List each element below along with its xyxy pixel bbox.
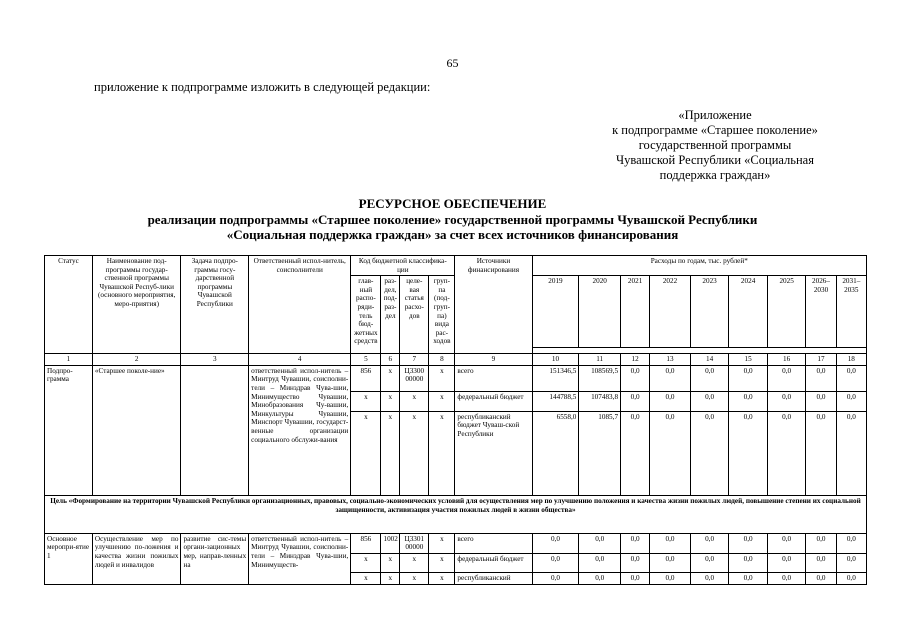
expense-value: 0,0 [767, 553, 806, 572]
appendix-line: государственной программы [638, 138, 792, 152]
header-responsible: Ответственный испол-нитель, соисполнители [249, 256, 351, 354]
expense-value: 0,0 [836, 411, 866, 495]
expense-value: 151346,5 [532, 365, 579, 391]
table-row [45, 533, 867, 553]
expense-value: 0,0 [806, 365, 836, 391]
funding-source: всего [455, 533, 532, 553]
header-year: 2031–2035 [836, 276, 866, 348]
page-number: 65 [446, 56, 459, 70]
column-number: 3 [181, 354, 249, 366]
column-number: 10 [532, 354, 579, 366]
expense-value: 0,0 [690, 411, 729, 495]
header-year: 2026–2030 [806, 276, 836, 348]
expense-value: 0,0 [579, 553, 621, 572]
expense-value: 0,0 [836, 533, 866, 553]
code-target: х [400, 572, 429, 584]
goal-row [45, 495, 867, 533]
header-code-target: целе-вая статья расхо-дов [400, 276, 429, 354]
title-line: «Социальная поддержка граждан» за счет всех источников финансирования [226, 227, 679, 242]
title-line: РЕСУРСНОЕ ОБЕСПЕЧЕНИЕ [358, 196, 547, 211]
expense-value: 0,0 [621, 553, 650, 572]
expense-value: 0,0 [690, 553, 729, 572]
event-status: Основное меропри-ятие 1 [45, 533, 93, 584]
expense-value: 0,0 [579, 533, 621, 553]
code-target: х [400, 411, 429, 495]
expense-value: 0,0 [806, 411, 836, 495]
expense-value: 0,0 [836, 553, 866, 572]
column-number: 2 [92, 354, 181, 366]
expense-value: 0,0 [621, 533, 650, 553]
column-number: 6 [381, 354, 400, 366]
document-title [0, 196, 905, 243]
expense-value: 0,0 [806, 553, 836, 572]
code-main: х [351, 572, 381, 584]
funding-source: республиканский [455, 572, 532, 584]
expense-value: 0,0 [650, 391, 691, 411]
code-target: Ц3301 00000 [400, 533, 429, 553]
code-main: х [351, 391, 381, 411]
expense-value: 0,0 [729, 365, 768, 391]
title-line: реализации подпрограммы «Старшее поколение» государственной программы Чувашской Республики [147, 211, 758, 227]
header-budget-code: Код бюджетной классифика-ции [351, 256, 455, 276]
subprogram-responsible: ответственный испол-нитель – Минтруд Чувашии, соисполни-тели – Минздрав Чува-шии, Минимущество Чувашии, Минобразования Чу-вашии, Минкультуры Чувашии, Минспорт Чувашии, государст-венные организации социального обслужи-вания [249, 365, 351, 495]
expense-value: 0,0 [729, 411, 768, 495]
code-target: Ц3300 00000 [400, 365, 429, 391]
subprogram-status: Подпро-грамма [45, 365, 93, 495]
expense-value: 0,0 [650, 365, 691, 391]
appendix-line: Чувашской Республики «Социальная [616, 153, 814, 167]
funding-source: федеральный бюджет [455, 391, 532, 411]
expense-value: 0,0 [532, 533, 579, 553]
column-number: 16 [767, 354, 806, 366]
expense-value: 0,0 [729, 391, 768, 411]
header-row-1 [45, 256, 867, 276]
column-number: 14 [690, 354, 729, 366]
expense-value: 0,0 [621, 411, 650, 495]
appendix-line: к подпрограмме «Старшее поколение» [612, 123, 818, 137]
expense-value: 0,0 [650, 533, 691, 553]
expense-value: 0,0 [767, 391, 806, 411]
header-year: 2021 [621, 276, 650, 348]
expense-value: 0,0 [532, 553, 579, 572]
code-main: 856 [351, 365, 381, 391]
code-section: х [381, 411, 400, 495]
column-number: 4 [249, 354, 351, 366]
header-year: 2020 [579, 276, 621, 348]
expense-value: 0,0 [729, 572, 768, 584]
code-group: х [429, 391, 455, 411]
expense-value: 0,0 [806, 533, 836, 553]
code-main: х [351, 411, 381, 495]
code-target: х [400, 391, 429, 411]
expense-value: 0,0 [836, 391, 866, 411]
column-number-row [45, 354, 867, 366]
column-number: 5 [351, 354, 381, 366]
appendix-heading [560, 108, 870, 183]
code-section: х [381, 391, 400, 411]
column-number: 13 [650, 354, 691, 366]
header-code-section: раз-дел, под-раз-дел [381, 276, 400, 354]
column-number: 7 [400, 354, 429, 366]
expense-value: 0,0 [729, 533, 768, 553]
funding-source: федеральный бюджет [455, 553, 532, 572]
header-code-group: груп-па (под-груп-па) вида рас-ходов [429, 276, 455, 354]
expense-value: 6558,0 [532, 411, 579, 495]
appendix-line: «Приложение [678, 108, 752, 122]
funding-source: республиканский бюджет Чуваш-ской Республики [455, 411, 532, 495]
header-code-main: глав-ный распо-ряди-тель бюд-жетных средств [351, 276, 381, 354]
header-year: 2019 [532, 276, 579, 348]
column-number: 1 [45, 354, 93, 366]
header-status: Статус [45, 256, 93, 354]
header-task: Задача подпро-граммы госу-дарственной программы Чувашской Республики [181, 256, 249, 354]
code-group: х [429, 533, 455, 553]
expense-value: 0,0 [806, 572, 836, 584]
expense-value: 0,0 [650, 553, 691, 572]
subprogram-task [181, 365, 249, 495]
header-name: Наименование под-программы государ-ственной программы Чувашской Респуб-лики (основного мероприятия, меро-приятия) [92, 256, 181, 354]
code-group: х [429, 572, 455, 584]
event-responsible: ответственный испол-нитель – Минтруд Чувашии, соисполни-тели – Минздрав Чува-шии, Минимуществ- [249, 533, 351, 584]
code-group: х [429, 365, 455, 391]
resource-table [44, 255, 867, 585]
column-number: 8 [429, 354, 455, 366]
code-main: х [351, 553, 381, 572]
expense-value: 0,0 [621, 391, 650, 411]
expense-value: 0,0 [532, 572, 579, 584]
code-group: х [429, 411, 455, 495]
expense-value: 0,0 [690, 365, 729, 391]
code-target: х [400, 553, 429, 572]
code-main: 856 [351, 533, 381, 553]
expense-value: 0,0 [621, 572, 650, 584]
header-expenses: Расходы по годам, тыс. рублей* [532, 256, 867, 276]
code-section: х [381, 572, 400, 584]
expense-value: 1085,7 [579, 411, 621, 495]
column-number: 9 [455, 354, 532, 366]
code-section: х [381, 553, 400, 572]
expense-value: 0,0 [690, 391, 729, 411]
expense-value: 0,0 [836, 572, 866, 584]
column-number: 11 [579, 354, 621, 366]
expense-value: 0,0 [806, 391, 836, 411]
expense-value: 0,0 [767, 411, 806, 495]
event-name: Осуществление мер по улучшению по-ложения и качества жизни пожилых людей и инвалидов [92, 533, 181, 584]
header-source: Источники финансирования [455, 256, 532, 354]
header-year: 2025 [767, 276, 806, 348]
header-year: 2024 [729, 276, 768, 348]
column-number: 15 [729, 354, 768, 366]
intro-text: приложение к подпрограмме изложить в следующей редакции: [94, 80, 431, 94]
column-number: 17 [806, 354, 836, 366]
expense-value: 0,0 [579, 572, 621, 584]
table-row [45, 365, 867, 391]
expense-value: 0,0 [767, 533, 806, 553]
column-number: 12 [621, 354, 650, 366]
header-year: 2023 [690, 276, 729, 348]
expense-value: 0,0 [690, 572, 729, 584]
code-section: 1002 [381, 533, 400, 553]
appendix-line: поддержка граждан» [659, 168, 771, 182]
expense-value: 107483,8 [579, 391, 621, 411]
funding-source: всего [455, 365, 532, 391]
expense-value: 144788,5 [532, 391, 579, 411]
expense-value: 0,0 [621, 365, 650, 391]
expense-value: 0,0 [767, 365, 806, 391]
expense-value: 0,0 [690, 533, 729, 553]
header-year: 2022 [650, 276, 691, 348]
code-group: х [429, 553, 455, 572]
goal-text: Цель «Формирование на территории Чувашской Республики организационных, правовых, социально-экономических условий для осуществления мер по улучшению положения и качества жизни пожилых людей, повышение степени их социальной защищенности, активизация участия пожилых людей в жизни общества» [45, 495, 867, 533]
column-number: 18 [836, 354, 866, 366]
subprogram-name: «Старшее поколе-ние» [92, 365, 181, 495]
expense-value: 0,0 [767, 572, 806, 584]
expense-value: 0,0 [650, 572, 691, 584]
expense-value: 0,0 [650, 411, 691, 495]
event-task: развитие сис-темы органи-зационных мер, направ-ленных на [181, 533, 249, 584]
code-section: х [381, 365, 400, 391]
expense-value: 0,0 [729, 553, 768, 572]
expense-value: 108569,5 [579, 365, 621, 391]
expense-value: 0,0 [836, 365, 866, 391]
